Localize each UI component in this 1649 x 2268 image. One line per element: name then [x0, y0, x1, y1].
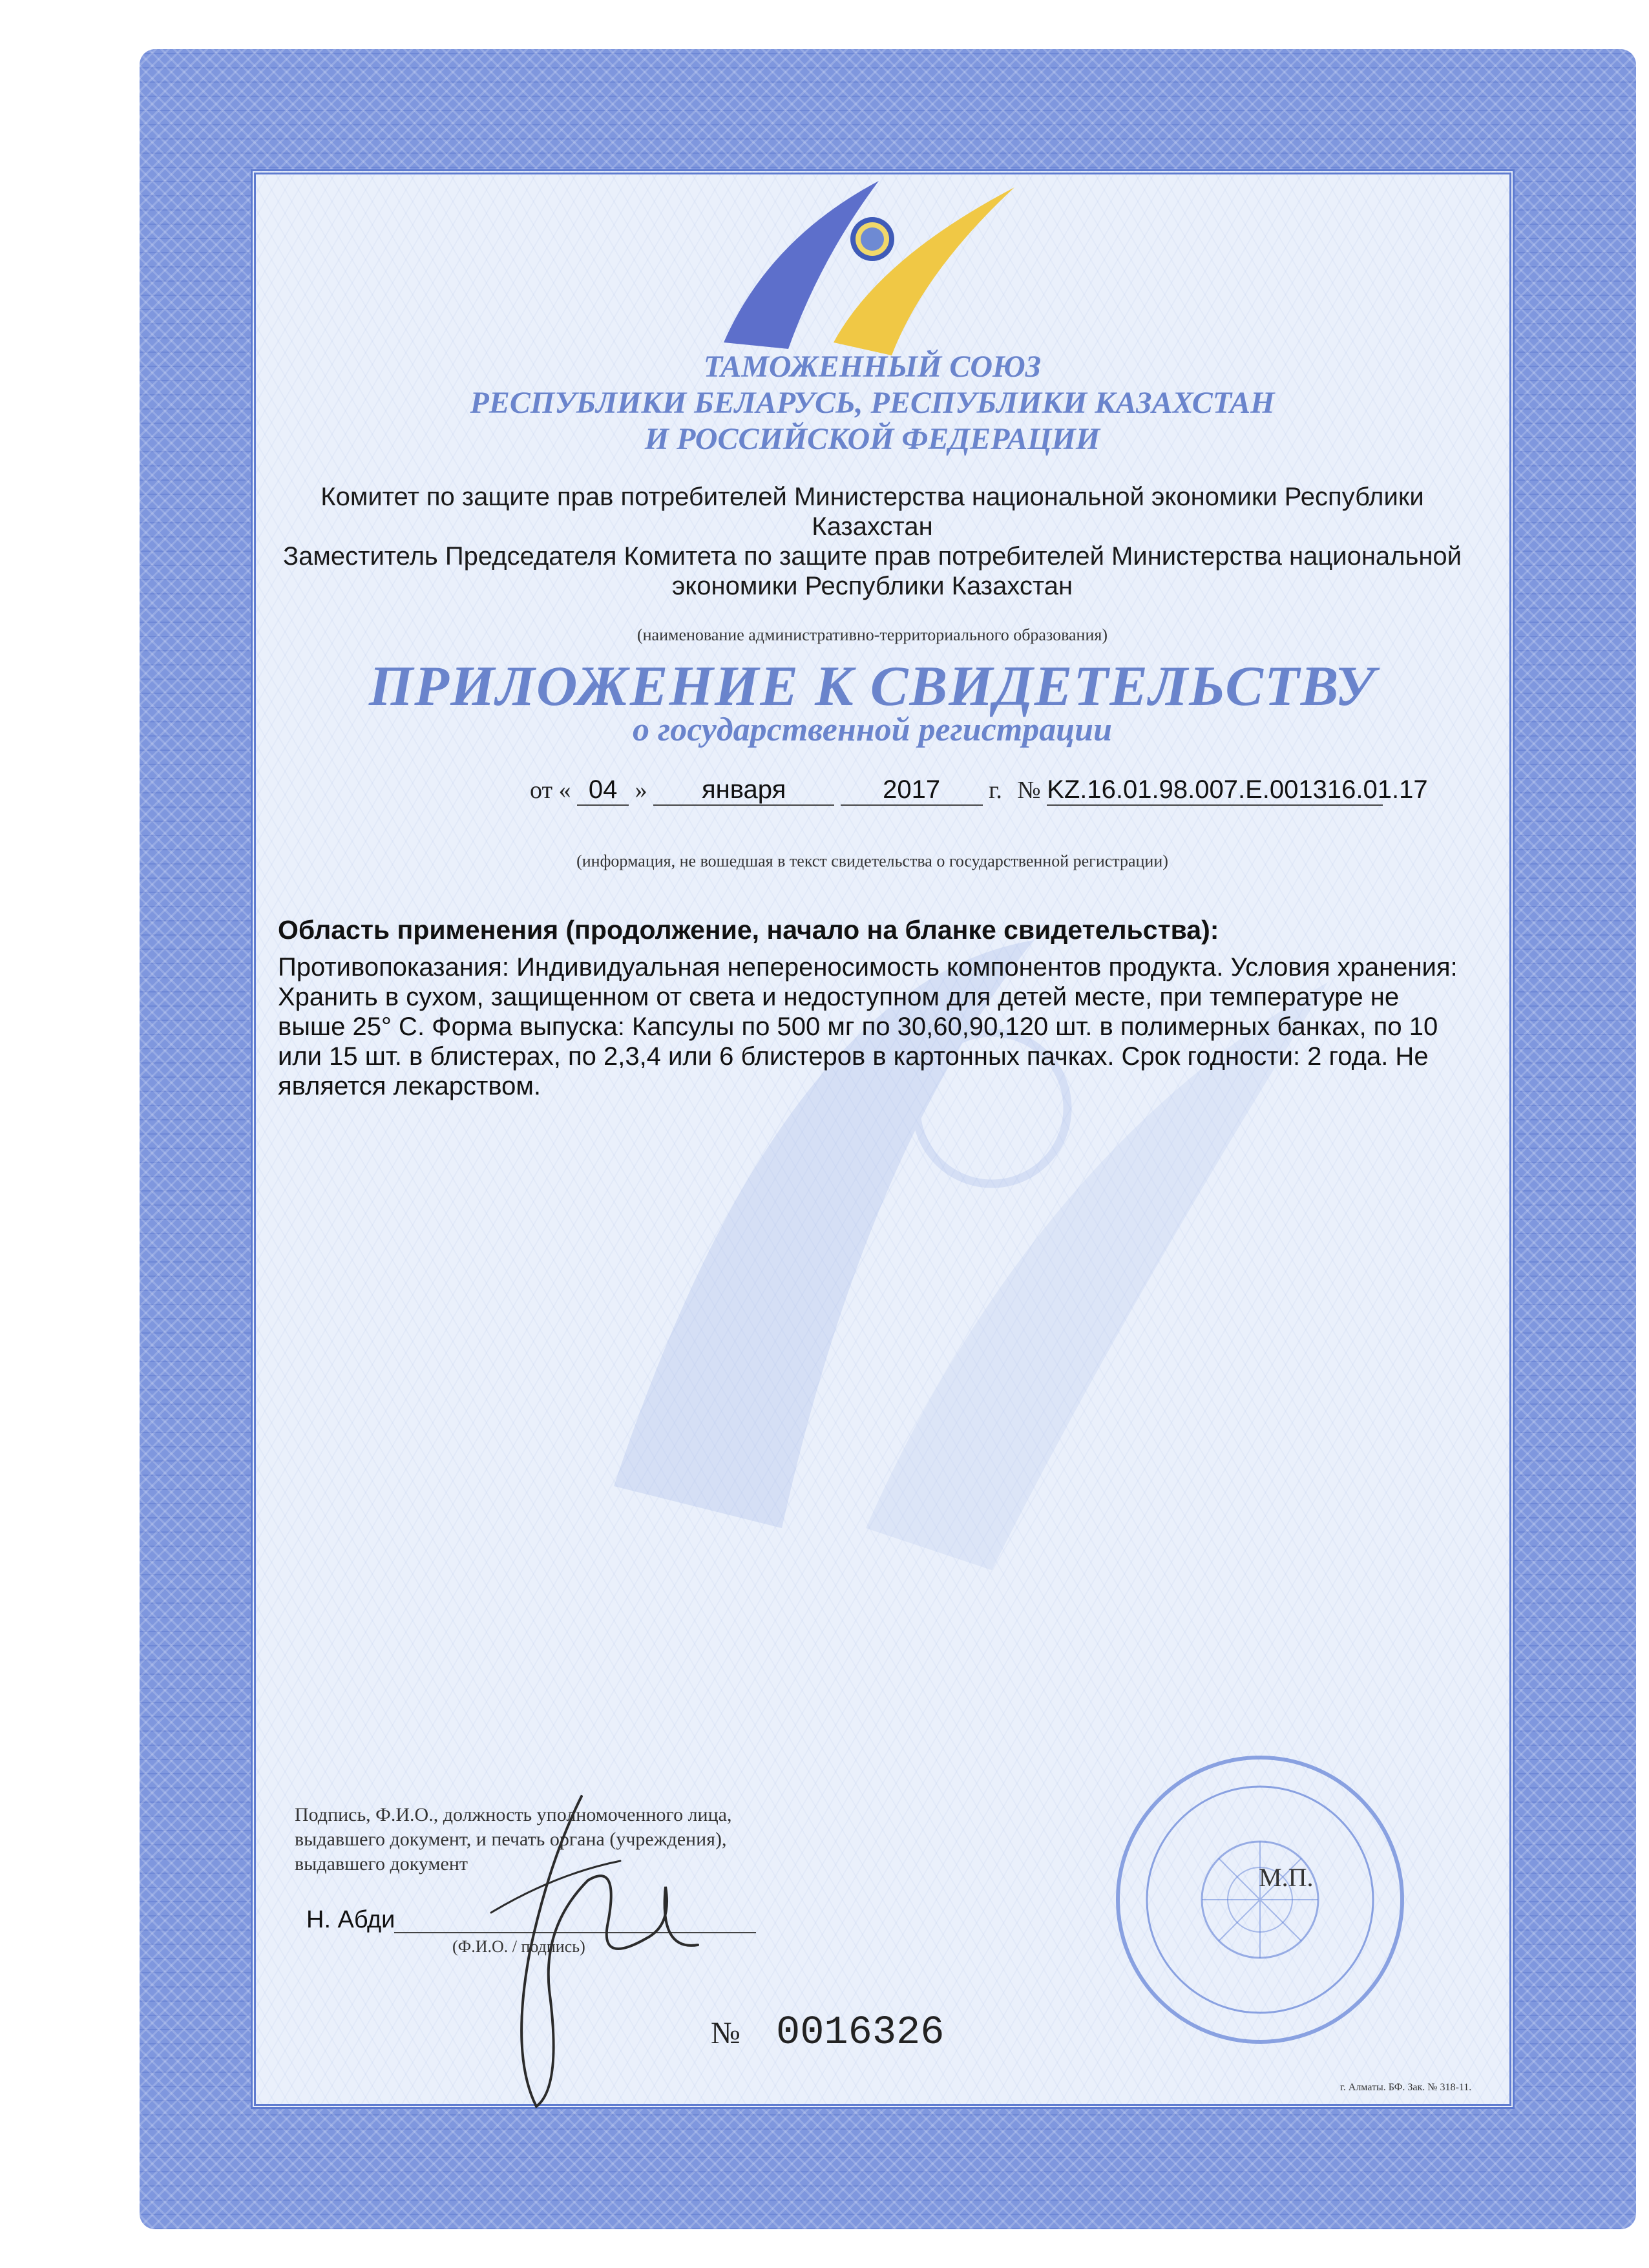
content-line3: выше 25° С. Форма выпуска: Капсулы по 500 мг по 30,60,90,120 шт. в полимерных банках, по 10 — [278, 1013, 1438, 1041]
serial-number: 0016326 — [776, 2010, 945, 2055]
signer-name: Н. Абди — [306, 1906, 395, 1933]
union-title-line2: РЕСПУБЛИКИ БЕЛАРУСЬ, РЕСПУБЛИКИ КАЗАХСТАН — [470, 386, 1275, 420]
registration-number: KZ.16.01.98.007.E.001316.01.17 — [1047, 775, 1383, 806]
signature-caption-line1: Подпись, Ф.И.О., должность уполномоченного лица, — [295, 1804, 732, 1825]
signature-caption-line2: выдавшего документ, и печать органа (учреждения), — [295, 1829, 727, 1850]
committee-line4: экономики Республики Казахстан — [671, 572, 1073, 600]
official-stamp-icon — [1098, 1738, 1422, 2061]
serial-sign: № — [711, 2016, 740, 2050]
content-line2: Хранить в сухом, защищенном от света и недоступном для детей месте, при температуре не — [278, 983, 1400, 1011]
number-sign: № — [1017, 777, 1041, 804]
content-line4: или 15 шт. в блистерах, по 2,3,4 или 6 блистеров в картонных пачках. Срок годности: 2 года. Не — [278, 1042, 1429, 1071]
committee-line1: Комитет по защите прав потребителей Министерства национальной экономики Республики — [320, 483, 1424, 511]
blank-serial-number — [711, 2010, 944, 2055]
committee-line2: Казахстан — [812, 512, 933, 541]
info-note: (информация, не вошедшая в текст свидетельства о государственной регистрации) — [576, 852, 1168, 870]
printer-note: г. Алматы. БФ. Зак. № 318-11. — [1340, 2082, 1472, 2093]
signature-caption-line3: выдавшего документ — [295, 1853, 468, 1874]
customs-union-logo-icon — [711, 162, 1047, 355]
document-title: ПРИЛОЖЕНИЕ К СВИДЕТЕЛЬСТВУ — [368, 655, 1376, 718]
date-year: 2017 — [841, 775, 983, 806]
date-prefix: от « — [530, 777, 571, 804]
union-title-line1: ТАМОЖЕННЫЙ СОЮЗ — [703, 350, 1042, 384]
signature-subcaption: (Ф.И.О. / подпись) — [452, 1937, 585, 1956]
committee-line3: Заместитель Председателя Комитета по защите прав потребителей Министерства национальной — [282, 542, 1462, 571]
union-title-line3: И РОССИЙСКОЙ ФЕДЕРАЦИИ — [644, 422, 1100, 456]
seal-place-label: М.П. — [1259, 1863, 1314, 1892]
date-month: января — [653, 775, 834, 806]
date-day: 04 — [577, 775, 629, 806]
content-body — [278, 952, 1506, 1101]
date-year-suffix: г. — [989, 777, 1002, 804]
territory-note: (наименование административно-территориального образования) — [636, 625, 1108, 644]
date-quote-close: » — [635, 777, 647, 804]
content-line5: является лекарством. — [278, 1072, 541, 1100]
registration-date-line — [530, 775, 1428, 806]
content-line1: Противопоказания: Индивидуальная непереносимость компонентов продукта. Условия хранения: — [278, 953, 1458, 982]
section-heading: Область применения (продолжение, начало на бланке свидетельства): — [278, 915, 1219, 945]
handwritten-signature-icon — [452, 1783, 724, 2119]
document-subtitle: о государственной регистрации — [633, 711, 1112, 748]
